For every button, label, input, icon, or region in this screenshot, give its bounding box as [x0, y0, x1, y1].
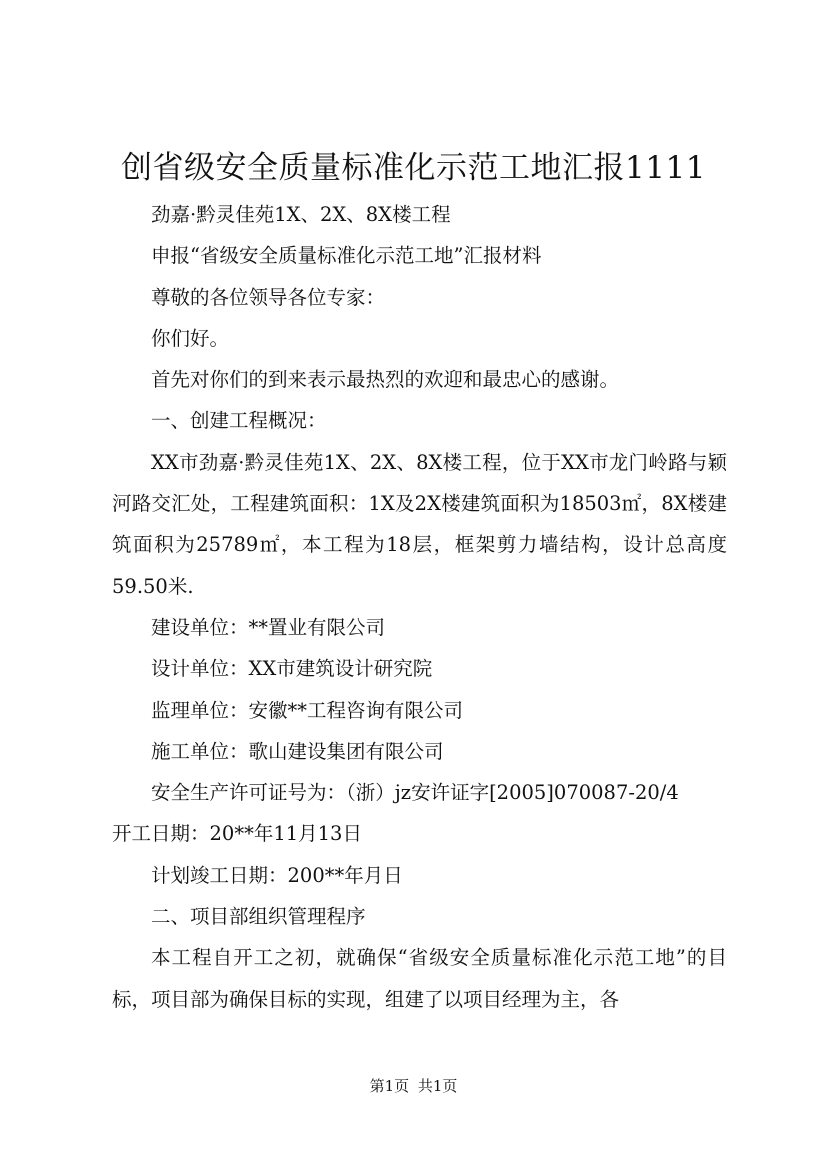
document-title: 创省级安全质量标准化示范工地汇报1111 [121, 150, 706, 186]
safety-license-paragraph: 安全生产许可证号为：（浙）jz安许证字[2005]070087-20/4 [151, 781, 679, 805]
design-unit-paragraph: 设计单位：XX市建筑设计研究院 [151, 657, 433, 681]
project-name-paragraph: 劲嘉·黔灵佳苑1X、2X、8X楼工程 [151, 203, 451, 226]
section-heading-organization: 二、项目部组织管理程序 [151, 905, 366, 929]
organization-paragraph: 本工程自开工之初，就确保“省级安全质量标准化示范工地”的目标，项目部为确保目标的实现，组建了以项目经理为主，各 [112, 946, 727, 1011]
page-total: 共1页 [417, 1077, 458, 1095]
salutation-paragraph: 尊敬的各位领导各位专家： [151, 285, 386, 309]
application-subject-paragraph: 申报“省级安全质量标准化示范工地”汇报材料 [151, 244, 542, 268]
project-overview-paragraph: XX市劲嘉·黔灵佳苑1X、2X、8X楼工程，位于XX市龙门岭路与颖河路交汇处，工程建筑面积：1X及2X楼建筑面积为18503㎡，8X楼建筑面积为25789㎡，本工程为18层，框架剪力墙结构，设计总高度59.50米. [112, 450, 727, 598]
section-heading-overview: 一、创建工程概况： [151, 409, 327, 433]
contractor-unit-paragraph: 施工单位：歌山建设集团有限公司 [151, 739, 444, 763]
page-footer [0, 1076, 827, 1096]
supervision-unit-paragraph: 监理单位：安徽**工程咨询有限公司 [151, 698, 464, 722]
greeting-paragraph: 你们好。 [151, 326, 230, 350]
planned-completion-paragraph: 计划竣工日期：200**年月日 [151, 863, 403, 887]
page-number: 第1页 [369, 1077, 410, 1095]
document-body [112, 194, 727, 1020]
construction-unit-paragraph: 建设单位：**置业有限公司 [151, 615, 386, 639]
welcome-paragraph: 首先对你们的到来表示最热烈的欢迎和最忠心的感谢。 [151, 368, 620, 392]
start-date-paragraph: 开工日期：20**年11月13日 [112, 822, 362, 846]
